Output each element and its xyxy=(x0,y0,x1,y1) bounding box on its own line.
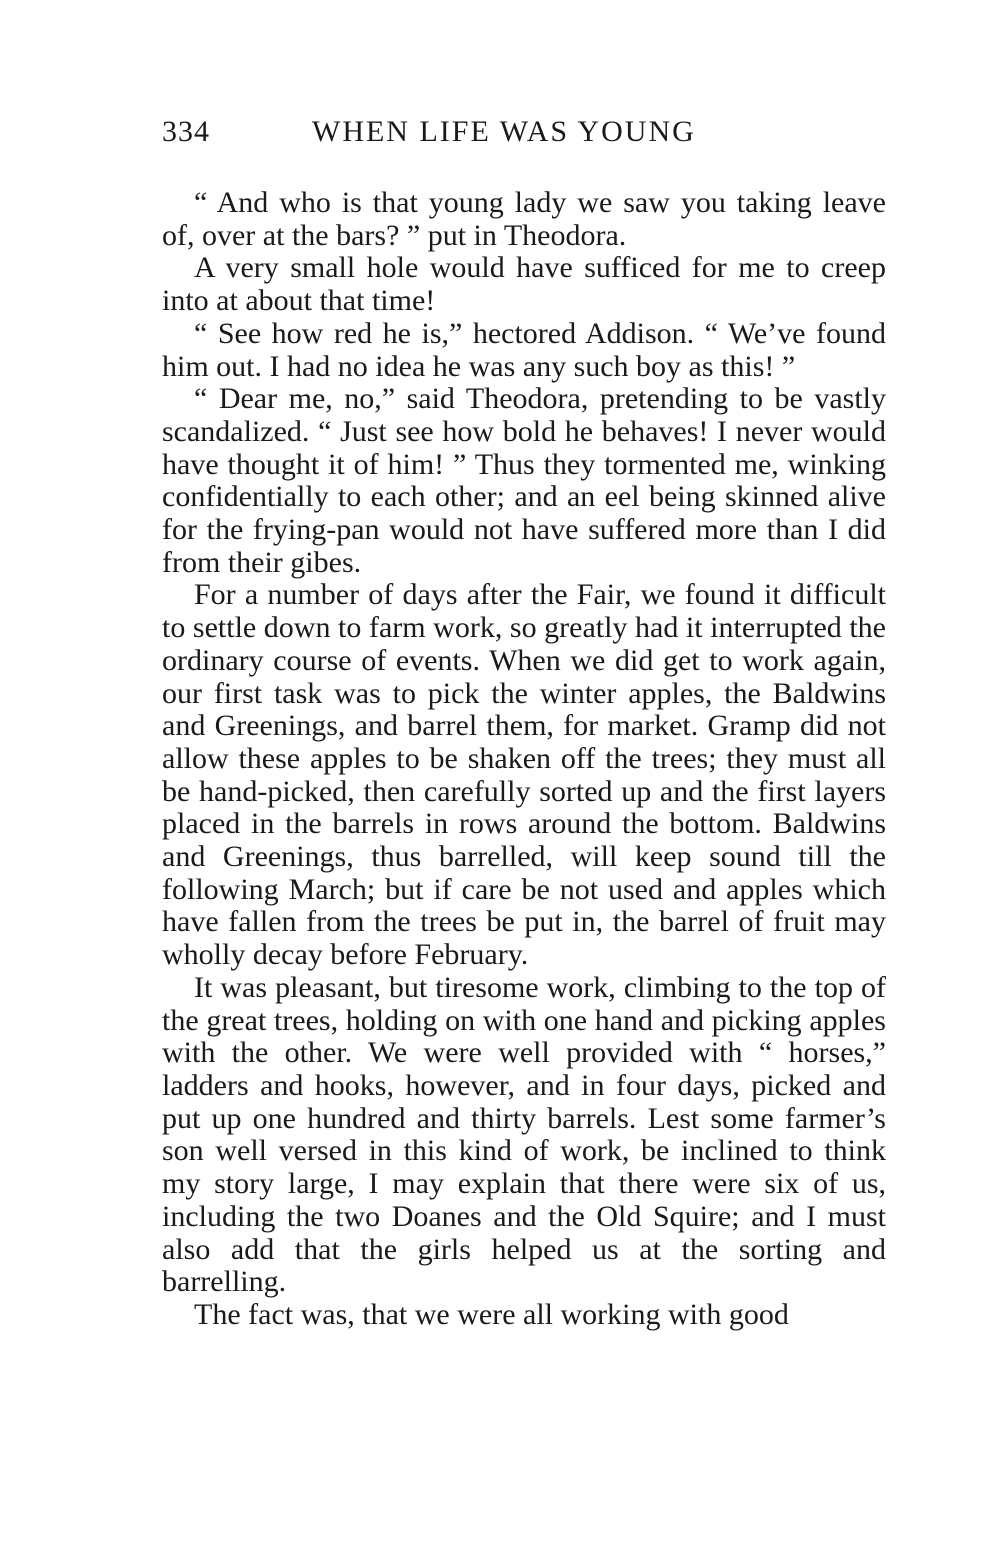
paragraph: “ See how red he is,” hectored Addison. “ We’ve found him out. I had no idea he was any such boy as this! ” xyxy=(162,316,886,383)
running-title: WHEN LIFE WAS YOUNG xyxy=(312,115,696,148)
paragraph: “ And who is that young lady we saw you taking leave of, over at the bars? ” put in Theodora. xyxy=(162,186,886,252)
paragraph: It was pleasant, but tiresome work, climbing to the top of the great trees, holding on with one hand and picking apples with the other. We were well provided with “ horses,” ladders and hooks, however, and in four days, picked and put up one hundred and thirty barrels. Lest some farmer’s son well versed in this kind of work, be inclined to think my story large, I may explain that there were six of us, including the two Doanes and the Old Squire; and I must also add that the girls helped us at the sorting and barrelling. xyxy=(162,970,886,1299)
page-number: 334 xyxy=(162,115,210,148)
paragraph: For a number of days after the Fair, we found it difficult to settle down to farm work, so greatly had it interrupted the ordinary course of events. When we did get to work again, our first task was to pick the winter apples, the Baldwins and Greenings, and barrel them, for market. Gramp did not allow these apples to be shaken off the trees; they must all be hand-picked, then carefully sorted up and the first layers placed in the barrels in rows around the bottom. Baldwins and Greenings, thus barrelled, will keep sound till the following March; but if care be not used and apples which have fallen from the trees be put in, the barrel of fruit may wholly decay before February. xyxy=(162,578,886,972)
paragraph: A very small hole would have sufficed for me to creep into at about that time! xyxy=(162,251,886,318)
body-text xyxy=(162,187,886,1332)
running-head xyxy=(162,112,886,152)
paragraph: “ Dear me, no,” said Theodora, pretending to be vastly scandalized. “ Just see how bold he behaves! I never would have thought it of him! ” Thus they tormented me, winking confidentially to each other; and an eel being skinned alive for the frying-pan would not have suffered more than I did from their gibes. xyxy=(162,382,886,579)
paragraph: The fact was, that we were all working with good xyxy=(194,1297,789,1331)
